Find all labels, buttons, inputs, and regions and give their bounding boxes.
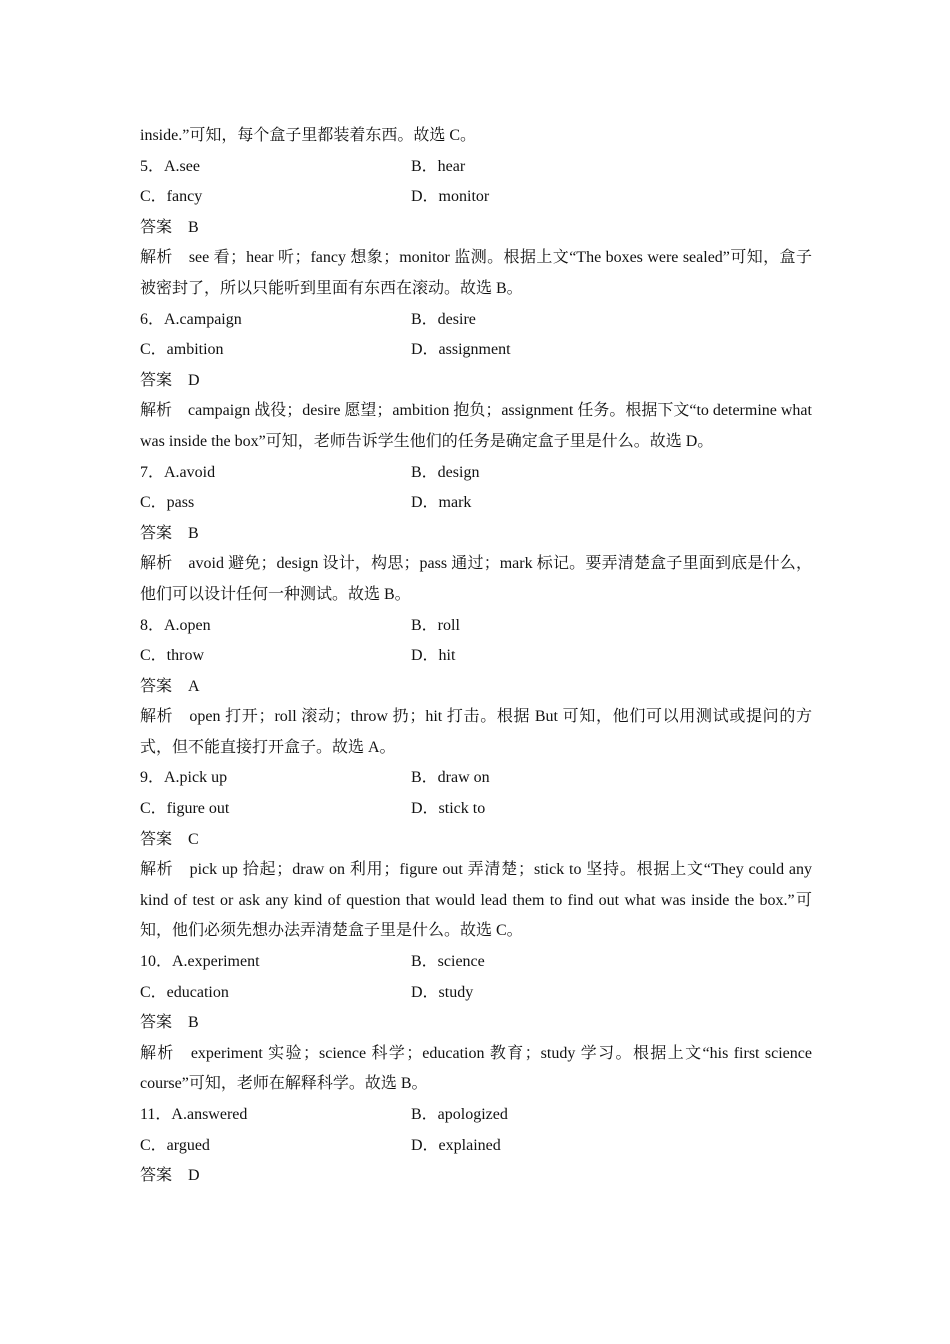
question-10: [140, 947, 812, 1100]
analysis-paragraph: [140, 1039, 812, 1100]
option-c: C．ambition: [140, 341, 224, 359]
option-a: 5．A.see: [140, 157, 200, 175]
option-c: C．throw: [140, 647, 205, 665]
option-c: C．figure out: [140, 800, 230, 818]
question-7: [140, 458, 812, 611]
analysis-text: pick up 拾起；draw on 利用；figure out 弄清楚；stick to 坚持。根据上文“They could any kind of test or ask any kind of question that would lead them to find out what was inside the box.”可知，他们必须先想办法弄清楚盒子里是什么。故选 C。: [140, 861, 812, 940]
options-row: [140, 182, 812, 213]
option-b: B．hear: [411, 157, 466, 175]
analysis-label: 解析: [140, 555, 173, 573]
answer-line: [140, 672, 812, 703]
option-d: D．mark: [411, 494, 472, 512]
option-c: C．education: [140, 983, 229, 1001]
option-d: D．assignment: [411, 341, 511, 359]
option-a: 10．A.experiment: [140, 953, 260, 971]
answer-line: [140, 213, 812, 244]
option-b: B．desire: [411, 310, 476, 328]
option-a: 9．A.pick up: [140, 769, 228, 787]
option-d: D．explained: [411, 1136, 501, 1154]
options-row: [140, 947, 812, 978]
question-6: [140, 305, 812, 458]
analysis-paragraph: [140, 243, 812, 304]
answer-label: 答案: [140, 677, 173, 695]
option-c: C．fancy: [140, 188, 203, 206]
analysis-label: 解析: [140, 249, 173, 267]
question-11: [140, 1100, 812, 1192]
options-row: [140, 488, 812, 519]
answer-value: D: [188, 1167, 200, 1185]
answer-line: [140, 1008, 812, 1039]
option-b: B．science: [411, 953, 485, 971]
option-d: D．study: [411, 983, 474, 1001]
intro-text: inside.”可知，每个盒子里都装着东西。故选 C。: [140, 127, 476, 144]
analysis-text: see 看；hear 听；fancy 想象；monitor 监测。根据上文“The boxes were sealed”可知，盒子被密封了，所以只能听到里面有东西在滚动。故选 B。: [140, 249, 812, 297]
options-row: [140, 794, 812, 825]
answer-value: C: [188, 830, 199, 848]
option-a: 8．A.open: [140, 616, 211, 634]
options-row: [140, 305, 812, 336]
document-page: [140, 121, 812, 1192]
answer-label: 答案: [140, 1167, 173, 1185]
options-row: [140, 1131, 812, 1162]
answer-label: 答案: [140, 371, 173, 389]
answer-line: [140, 366, 812, 397]
analysis-label: 解析: [140, 708, 174, 726]
analysis-paragraph: [140, 855, 812, 947]
option-b: B．apologized: [411, 1106, 508, 1123]
answer-value: B: [188, 1014, 199, 1032]
analysis-label: 解析: [140, 1044, 175, 1062]
options-row: [140, 611, 812, 642]
analysis-text: avoid 避免；design 设计，构思；pass 通过；mark 标记。要弄清楚盒子里面到底是什么，他们可以设计任何一种测试。故选 B。: [140, 555, 812, 603]
answer-label: 答案: [140, 830, 173, 848]
answer-line: [140, 519, 812, 550]
option-a: 11．A.answered: [140, 1106, 248, 1123]
option-c: C．argued: [140, 1136, 210, 1154]
option-d: D．monitor: [411, 188, 490, 206]
analysis-paragraph: [140, 549, 812, 610]
options-row: [140, 763, 812, 794]
options-row: [140, 335, 812, 366]
answer-value: B: [188, 524, 199, 542]
analysis-text: experiment 实验；science 科学；education 教育；study 学习。根据上文“his first science course”可知，老师在解释科学。故选 B。: [140, 1044, 812, 1093]
option-b: B．roll: [411, 616, 460, 634]
question-9: [140, 763, 812, 947]
option-b: B．draw on: [411, 769, 490, 787]
analysis-label: 解析: [140, 402, 173, 420]
answer-value: A: [188, 677, 200, 695]
options-row: [140, 152, 812, 183]
option-d: D．stick to: [411, 800, 486, 818]
option-b: B．design: [411, 463, 480, 481]
option-d: D．hit: [411, 647, 456, 665]
option-a: 7．A.avoid: [140, 463, 216, 481]
options-row: [140, 978, 812, 1009]
analysis-paragraph: [140, 702, 812, 763]
answer-label: 答案: [140, 1014, 173, 1032]
analysis-text: open 打开；roll 滚动；throw 扔；hit 打击。根据 But 可知，他们可以用测试或提问的方式，但不能直接打开盒子。故选 A。: [140, 708, 812, 756]
options-row: [140, 458, 812, 489]
analysis-paragraph: [140, 396, 812, 457]
answer-value: D: [188, 371, 200, 389]
options-row: [140, 1100, 812, 1131]
answer-line: [140, 825, 812, 856]
option-c: C．pass: [140, 494, 195, 512]
question-5: [140, 152, 812, 305]
answer-line: [140, 1161, 812, 1192]
answer-label: 答案: [140, 218, 173, 236]
answer-label: 答案: [140, 524, 173, 542]
analysis-text: campaign 战役；desire 愿望；ambition 抱负；assignment 任务。根据下文“to determine what was inside the box”可知，老师告诉学生他们的任务是确定盒子里是什么。故选 D。: [140, 402, 812, 450]
analysis-label: 解析: [140, 861, 174, 879]
question-8: [140, 611, 812, 764]
answer-value: B: [188, 218, 199, 236]
option-a: 6．A.campaign: [140, 310, 242, 328]
options-row: [140, 641, 812, 672]
